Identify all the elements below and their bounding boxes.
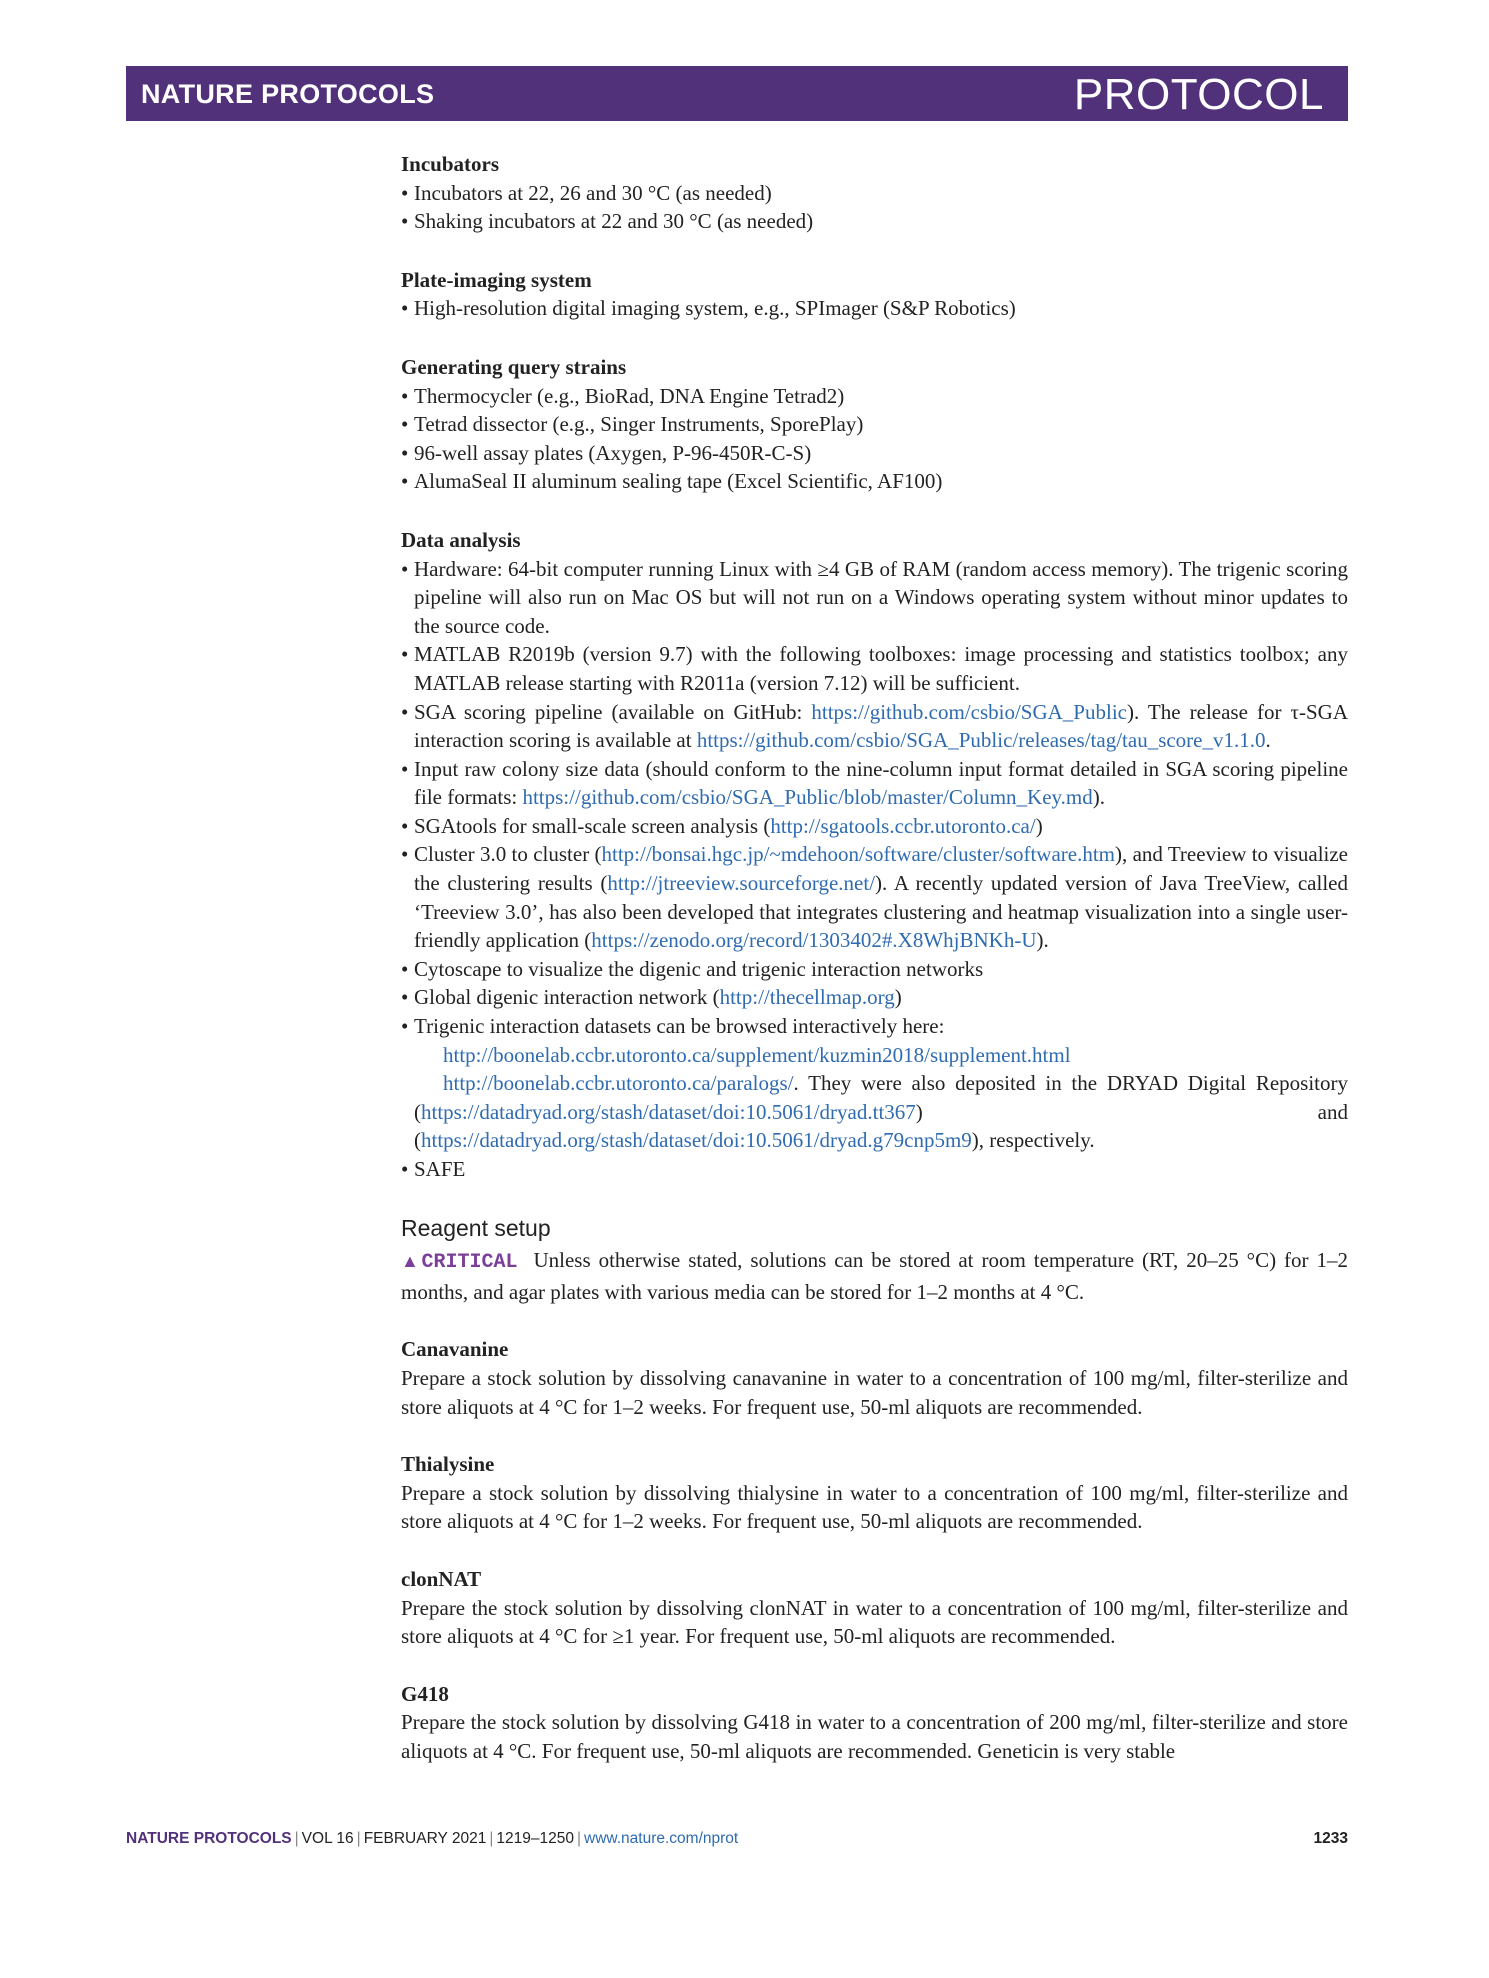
text: . <box>1265 728 1271 753</box>
text: ) <box>894 985 902 1010</box>
paragraph: Prepare the stock solution by dissolving clonNAT in water to a concentration of 100 mg/ml, filter-sterilize and store aliquots at 4 °C for ≥1 year. For frequent use, 50-ml aliquots are recommended. <box>401 1595 1348 1649</box>
link-line <box>414 1041 1348 1070</box>
list-item-matlab: • MATLAB R2019b (version 9.7) with the following toolboxes: image processing and statistics toolbox; any MATLAB release starting with R2011a (version 7.12) will be sufficient. <box>401 640 1348 697</box>
link-sgatools[interactable]: http://sgatools.ccbr.utoronto.ca/ <box>770 813 1036 838</box>
banner-journal-name: NATURE PROTOCOLS <box>141 79 435 109</box>
sub-heading: Canavanine <box>401 1337 509 1362</box>
indent-spacer <box>414 1071 443 1095</box>
text: ), respectively. <box>971 1128 1095 1153</box>
footer-date: FEBRUARY 2021 <box>363 1830 487 1847</box>
list-item-cluster <box>401 840 1348 954</box>
section-heading: Data analysis <box>401 527 521 552</box>
text: ). <box>1092 785 1106 810</box>
separator: | <box>489 1830 494 1847</box>
text: SGA scoring pipeline (available on GitHub: <box>414 699 812 724</box>
link-jtreeview[interactable]: http://jtreeview.sourceforge.net/ <box>607 871 876 896</box>
separator: | <box>294 1830 299 1847</box>
text: ) <box>1035 813 1043 838</box>
list-item: • Shaking incubators at 22 and 30 °C (as needed) <box>401 207 1348 236</box>
text: Global digenic interaction network ( <box>414 985 720 1010</box>
separator: | <box>576 1830 581 1847</box>
link-sga-github[interactable]: https://github.com/csbio/SGA_Public <box>811 699 1127 724</box>
section-query-strains <box>401 353 1348 496</box>
link-zenodo[interactable]: https://zenodo.org/record/1303402#.X8WhjBNKh-U <box>591 928 1037 953</box>
footer-pages: 1219–1250 <box>496 1830 574 1847</box>
page-footer <box>126 1830 1348 1854</box>
text: SGAtools for small-scale screen analysis ( <box>414 813 771 838</box>
section-thialysine <box>401 1450 1348 1536</box>
list-item-cytoscape: • Cytoscape to visualize the digenic and trigenic interaction networks <box>401 955 1348 984</box>
section-canavanine <box>401 1335 1348 1421</box>
link-thecellmap[interactable]: http://thecellmap.org <box>719 985 895 1010</box>
separator: | <box>356 1830 361 1847</box>
link-cluster[interactable]: http://bonsai.hgc.jp/~mdehoon/software/cluster/software.htm <box>601 842 1116 867</box>
section-heading: Generating query strains <box>401 354 627 379</box>
link-paralogs[interactable]: http://boonelab.ccbr.utoronto.ca/paralogs/ <box>443 1071 794 1096</box>
paragraph: Prepare a stock solution by dissolving thialysine in water to a concentration of 100 mg/ml, filter-sterilize and store aliquots at 4 °C for 1–2 weeks. For frequent use, 50-ml aliquots are recommended. <box>401 1480 1348 1534</box>
text: ). <box>1036 928 1049 953</box>
critical-text: Unless otherwise stated, solutions can be stored at room temperature (RT, 20–25 °C) for 1–2 months, and agar plates with various media can be stored for 1–2 months at 4 °C. <box>401 1248 1348 1304</box>
footer-volume: VOL 16 <box>301 1830 354 1847</box>
section-reagent-setup <box>401 1214 1348 1307</box>
footer-journal: NATURE PROTOCOLS <box>126 1830 292 1847</box>
text: ) and ( <box>414 1099 1348 1153</box>
list-item: • 96-well assay plates (Axygen, P-96-450R-C-S) <box>401 439 1348 468</box>
section-heading: Incubators <box>401 152 500 176</box>
link-kuzmin2018[interactable]: http://boonelab.ccbr.utoronto.ca/supplement/kuzmin2018/supplement.html <box>443 1042 1071 1067</box>
list-item: • Thermocycler (e.g., BioRad, DNA Engine Tetrad2) <box>401 382 1348 411</box>
text: Input raw colony size data (should conform to the nine-column input format detailed in SGA scoring pipeline file formats: <box>414 756 1348 810</box>
list-item-sga-pipeline <box>401 698 1348 755</box>
link-dryad-tt367[interactable]: https://datadryad.org/stash/dataset/doi:10.5061/dryad.tt367 <box>421 1099 916 1124</box>
text: Cluster 3.0 to cluster ( <box>414 842 602 867</box>
list-item-hardware: • Hardware: 64-bit computer running Linux with ≥4 GB of RAM (random access memory). The trigenic scoring pipeline will also run on Mac OS but will not run on a Windows operating system without minor updates to the source code. <box>401 555 1348 641</box>
list-item: • AlumaSeal II aluminum sealing tape (Excel Scientific, AF100) <box>401 467 1348 496</box>
list-item: • Incubators at 22, 26 and 30 °C (as needed) <box>401 179 1348 208</box>
text: ). A recently updated version of Java TreeView, called ‘Treeview 3.0’, has also been developed that integrates clustering and heatmap visualization into a single user-friendly application ( <box>414 871 1348 953</box>
text: ), and Treeview to visualize the clustering results ( <box>414 842 1348 896</box>
list-item-safe: • SAFE <box>401 1155 1348 1184</box>
list-item-global-network <box>401 983 1348 1012</box>
banner-article-type: PROTOCOL <box>1073 70 1324 119</box>
paragraph: Prepare a stock solution by dissolving canavanine in water to a concentration of 100 mg/ml, filter-sterilize and store aliquots at 4 °C for 1–2 weeks. For frequent use, 50-ml aliquots are recommended. <box>401 1365 1348 1419</box>
list-item-raw-data <box>401 755 1348 812</box>
list-item-trigenic <box>401 1012 1348 1155</box>
critical-label: CRITICAL <box>421 1251 518 1275</box>
section-clonnat <box>401 1565 1348 1651</box>
section-heading: Plate-imaging system <box>401 267 592 292</box>
section-plate-imaging <box>401 266 1348 323</box>
link-dryad-g79cnp5m9[interactable]: https://datadryad.org/stash/dataset/doi:10.5061/dryad.g79cnp5m9 <box>421 1128 972 1153</box>
journal-banner <box>126 66 1348 121</box>
critical-note <box>401 1246 1348 1306</box>
link-tau-score-release[interactable]: https://github.com/csbio/SGA_Public/releases/tag/tau_score_v1.1.0 <box>696 728 1266 753</box>
link-column-key[interactable]: https://github.com/csbio/SGA_Public/blob/master/Column_Key.md <box>522 785 1093 810</box>
text: . They were also deposited in the DRYAD Digital Repository ( <box>414 1071 1348 1124</box>
warning-triangle-icon: ▲ <box>401 1251 422 1272</box>
text-block <box>414 1069 1348 1155</box>
list-item: • High-resolution digital imaging system, e.g., SPImager (S&P Robotics) <box>401 294 1348 323</box>
list-item-sgatools <box>401 812 1348 841</box>
sub-heading: clonNAT <box>401 1566 482 1591</box>
footer-url-link[interactable]: www.nature.com/nprot <box>584 1830 739 1847</box>
text: • Trigenic interaction datasets can be browsed interactively here: <box>414 1014 945 1039</box>
sub-heading: Thialysine <box>401 1452 495 1477</box>
section-heading: Reagent setup <box>401 1214 551 1241</box>
list-item: • Tetrad dissector (e.g., Singer Instruments, SporePlay) <box>401 410 1348 439</box>
page-content <box>401 150 1348 1766</box>
section-data-analysis <box>401 526 1348 1184</box>
text: ). The release for τ-SGA interaction scoring is available at <box>414 699 1348 753</box>
paragraph: Prepare the stock solution by dissolving G418 in water to a concentration of 200 mg/ml, filter-sterilize and store aliquots at 4 °C. For frequent use, 50-ml aliquots are recommended. Geneticin is very stable <box>401 1710 1348 1763</box>
sub-heading: G418 <box>401 1681 449 1706</box>
page-number: 1233 <box>1313 1830 1348 1847</box>
section-incubators <box>401 150 1348 236</box>
section-g418 <box>401 1680 1348 1766</box>
